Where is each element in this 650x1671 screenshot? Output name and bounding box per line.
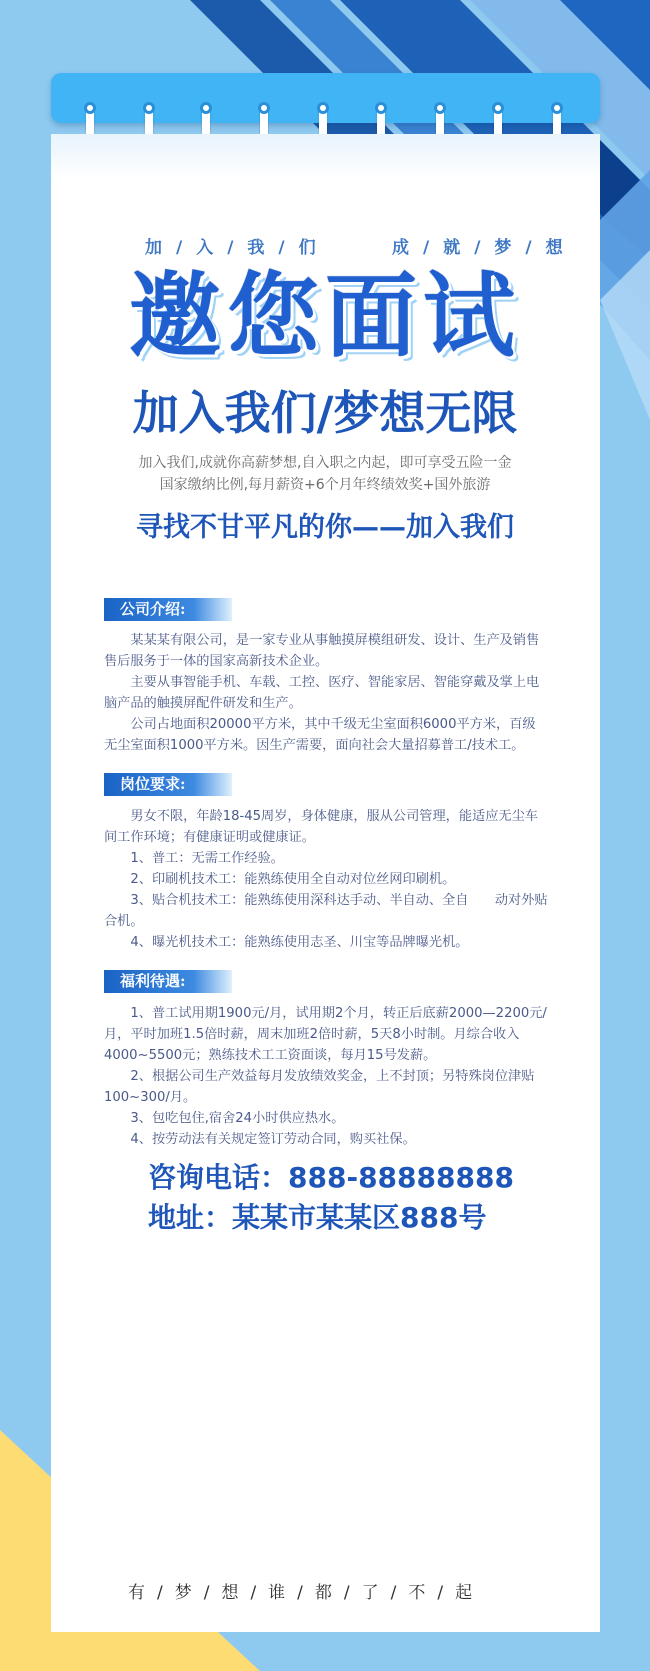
section-title-company: 公司介绍: bbox=[104, 598, 232, 621]
footer-motto: 有/梦/想/谁/都/了/不/起 bbox=[128, 1583, 485, 1603]
paragraph: 4、按劳动法有关规定签订劳动合同，购买社保。 bbox=[130, 1132, 416, 1147]
tagline-right: 成/就/梦/想 bbox=[392, 238, 577, 258]
paragraph: 3、包吃包住,宿舍24小时供应热水。 bbox=[130, 1111, 345, 1126]
paragraph: 3、贴合机技术工：能熟练使用深科达手动、半自动、全自 动对外贴合机。 bbox=[104, 893, 548, 929]
paragraph: 4、曝光机技术工：能熟练使用志圣、川宝等品牌曝光机。 bbox=[130, 935, 469, 950]
intro-text bbox=[60, 452, 590, 496]
intro-line: 国家缴纳比例,每月薪资+6个月年终绩效奖+国外旅游 bbox=[159, 477, 491, 493]
section-body-requirements bbox=[104, 806, 548, 953]
section-body-company bbox=[104, 630, 548, 756]
tagline-left: 加/入/我/们 bbox=[145, 238, 330, 258]
intro-line: 加入我们,成就你高薪梦想,自入职之内起，即可享受五险一金 bbox=[138, 455, 512, 471]
section-body-benefits bbox=[104, 1003, 548, 1150]
contact-phone: 咨询电话：888-88888888 bbox=[148, 1161, 514, 1194]
paragraph: 某某某有限公司，是一家专业从事触摸屏模组研发、设计、生产及销售售后服务于一体的国家高新技术企业。 bbox=[104, 633, 540, 669]
paragraph: 1、普工：无需工作经验。 bbox=[130, 851, 284, 866]
subheadline: 加入我们/梦想无限 bbox=[132, 386, 518, 440]
section-title-benefits: 福利待遇: bbox=[104, 970, 232, 993]
paragraph: 男女不限，年龄18-45周岁，身体健康，服从公司管理，能适应无尘车间工作环境；有健康证明或健康证。 bbox=[104, 809, 538, 845]
paragraph: 主要从事智能手机、车载、工控、医疗、智能家居、智能穿戴及掌上电脑产品的触摸屏配件研发和生产。 bbox=[104, 675, 540, 711]
headline: 邀您面试 bbox=[128, 263, 521, 370]
paragraph: 公司占地面积20000平方米，其中千级无尘室面积6000平方米，百级无尘室面积1000平方米。因生产需要，面向社会大量招募普工/技术工。 bbox=[104, 717, 536, 753]
paragraph: 2、印刷机技术工：能熟练使用全自动对位丝网印刷机。 bbox=[130, 872, 456, 887]
paragraph: 1、普工试用期1900元/月，试用期2个月，转正后底薪2000—2200元/月，平时加班1.5倍时薪，周末加班2倍时薪，5天8小时制。月综合收入4000~5500元；熟练技术工工资面谈，每月15号发薪。 bbox=[104, 1006, 547, 1063]
slogan: 寻找不甘平凡的你——加入我们 bbox=[136, 512, 514, 543]
section-title-requirements: 岗位要求: bbox=[104, 773, 232, 796]
paragraph: 2、根据公司生产效益每月发放绩效奖金，上不封顶；另特殊岗位津贴100~300/月。 bbox=[104, 1069, 535, 1105]
contact-address: 地址：某某市某某区888号 bbox=[148, 1201, 487, 1234]
paper-top-shading bbox=[51, 134, 600, 180]
